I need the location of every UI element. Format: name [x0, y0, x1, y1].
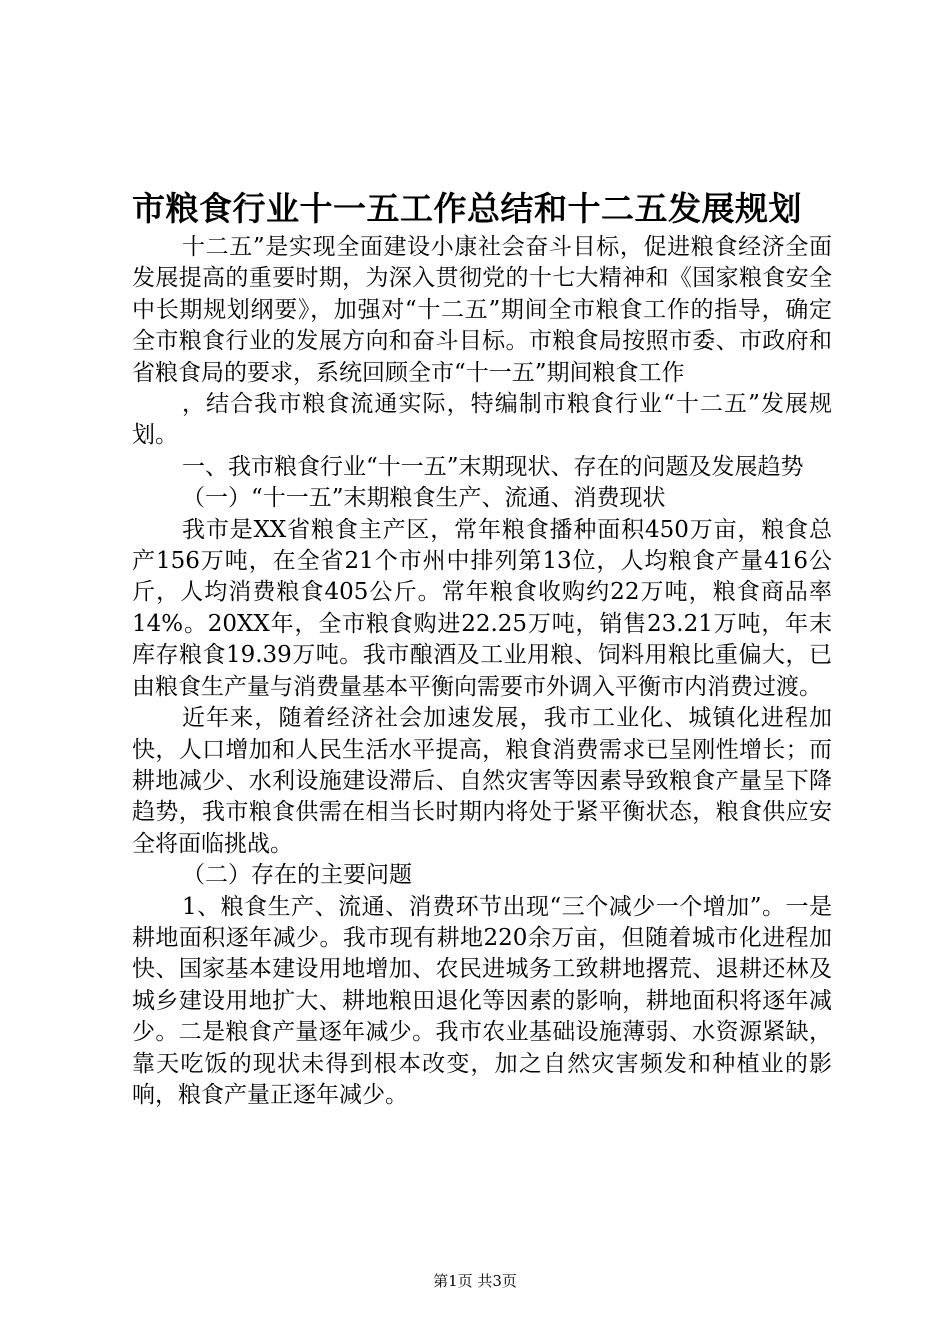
trend-paragraph: 近年来，随着经济社会加速发展，我市工业化、城镇化进程加快，人口增加和人民生活水平提高，粮食消费需求已呈刚性增长；而耕地减少、水利设施建设滞后、自然灾害等因素导致粮食产量呈下降趋势，我市粮食供需在相当长时期内将处于紧平衡状态，粮食供应安全将面临挑战。	[132, 705, 832, 857]
section-heading-1: 一、我市粮食行业“十一五”末期现状、存在的问题及发展趋势	[182, 453, 804, 480]
subsection-heading-2: （二）存在的主要问题	[182, 862, 412, 889]
intro-paragraph: 十二五”是实现全面建设小康社会奋斗目标，促进粮食经济全面发展提高的重要时期，为深入贯彻党的十七大精神和《国家粮食安全中长期规划纲要》，加强对“十二五”期间全市粮食工作的指导，确定全市粮食行业的发展方向和奋斗目标。市粮食局按照市委、市政府和省粮食局的要求，系统回顾全市“十一五”期间粮食工作	[132, 234, 832, 386]
production-paragraph: 我市是XX省粮食主产区，常年粮食播种面积450万亩，粮食总产156万吨，在全省21个市州中排列第13位，人均粮食产量416公斤，人均消费粮食405公斤。常年粮食收购约22万吨，粮食商品率14%。20XX年，全市粮食购进22.25万吨，销售23.21万吨，年末库存粮食19.39万吨。我市酿酒及工业用粮、饲料用粮比重偏大，已由粮食生产量与消费量基本平衡向需要市外调入平衡市内消费过渡。	[132, 516, 832, 700]
subsection-heading-1: （一）“十一五”末期粮食生产、流通、消费现状	[182, 485, 666, 512]
page-number-footer: 第1页 共3页	[433, 1272, 517, 1290]
document-title: 市粮食行业十一五工作总结和十二五发展规划	[132, 189, 802, 228]
document-body	[132, 232, 832, 1111]
intro-paragraph-continued: ，结合我市粮食流通实际，特编制市粮食行业“十二五”发展规划。	[132, 391, 832, 449]
problems-paragraph: 1、粮食生产、流通、消费环节出现“三个减少一个增加”。一是耕地面积逐年减少。我市现有耕地220余万亩，但随着城市化进程加快、国家基本建设用地增加、农民进城务工致耕地撂荒、退耕还林及城乡建设用地扩大、耕地粮田退化等因素的影响，耕地面积将逐年减少。二是粮食产量逐年减少。我市农业基础设施薄弱、水资源紧缺，靠天吃饭的现状未得到根本改变，加之自然灾害频发和种植业的影响，粮食产量正逐年减少。	[132, 893, 832, 1108]
